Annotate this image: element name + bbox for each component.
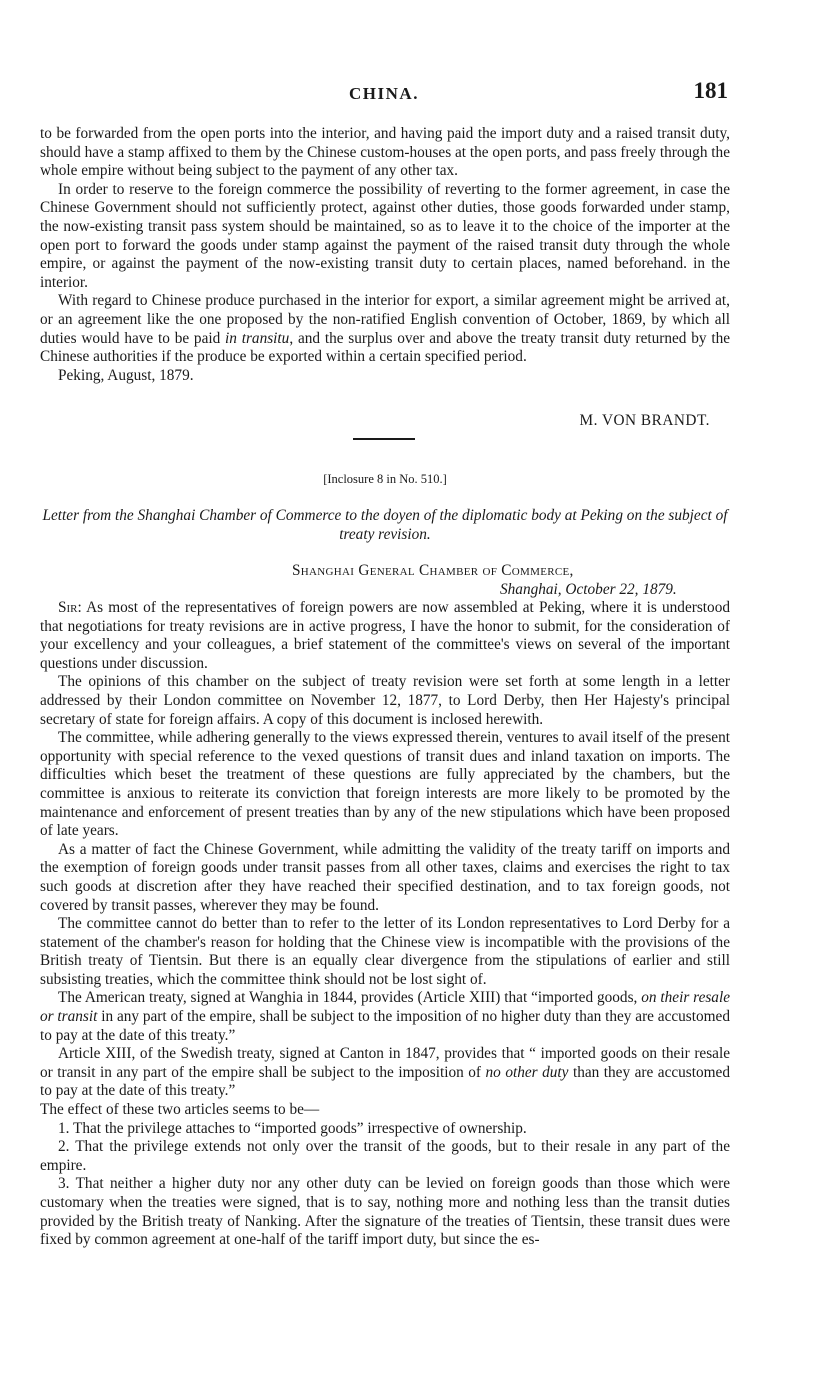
address-line-1: Shanghai General Chamber of Commerce, [292,562,574,579]
paragraph-italic: no other duty [485,1063,569,1081]
paragraph-italic: in transitu [225,329,290,347]
paragraph-italic: on their resale or transit [40,989,730,1026]
paragraph: The opinions of this chamber on the subject of treaty revision were set forth at some length in a letter addressed by their London committee on November 12, 1877, to Lord Derby, then Her Hajesty's principal secretary of state for foreign affairs. A copy of this document is inclosed herewith. [40,673,730,728]
paragraph: As a matter of fact the Chinese Government, while admitting the validity of the treaty tariff on imports and the exemption of foreign goods under transit passes from all other taxes, claims and exercises the right to tax such goods at discretion after they have reached their specified destination, and to tax foreign goods, not covered by transit passes, wherever they may be found. [40,840,730,914]
paragraph-text: As most of the representatives of foreign powers are now assembled at Peking, where it is understood that negotiations for treaty revisions are in active progress, I have the honor to submit, for the consideration of your excellency and your colleagues, a brief statement of the committee's views on several of the important questions under discussion. [40,599,730,672]
list-item: 3. That neither a higher duty nor any other duty can be levied on foreign goods than those which were customary when the treaties were signed, that is to say, nothing more and nothing less than the transit duties provided by the British treaty of Nanking. After the signature of the treaties of Tientsin, these transit dues were fixed by common agreement at one-half of the tariff import duty, but since the es- [40,1175,730,1249]
list-item: 2. That the privilege extends not only over the transit of the goods, but to their resale in any part of the empire. [40,1138,730,1174]
section-divider [353,438,415,440]
paragraph-text: , and the surplus over and above the treaty transit duty returned by the Chinese authorities if the produce be exported within a certain specified period. [40,329,731,366]
paragraph: The effect of these two articles seems to be— [40,1101,320,1119]
list-item: 1. That the privilege attaches to “imported goods” irrespective of ownership. [58,1119,527,1137]
salutation: Sir: [58,599,82,616]
paragraph-text: Article XIII, of the Swedish treaty, signed at Canton in 1847, provides that “ imported goods on their resale or transit in any part of the empire shall be subject to the imposition of [40,1045,730,1081]
signature: M. VON BRANDT. [579,412,710,429]
inclosure-label: [Inclosure 8 in No. 510.] [323,472,447,486]
place-date: Peking, August, 1879. [58,366,194,384]
running-title: CHINA. [349,84,419,103]
paragraph-text: With regard to Chinese produce purchased in the interior for export, a similar agreement might be arrived at, or an agreement like the one proposed by the non-ratified English convention of October, 1869, by which all duties would have to be paid [40,292,730,347]
paragraph: to be forwarded from the open ports into the interior, and having paid the import duty and a raised transit duty, should have a stamp affixed to them by the Chinese custom-houses at the open ports, and pass freely through the whole empire without being subject to the payment of any other tax. [40,125,730,180]
top-section-body [40,125,730,385]
page-header [40,80,728,106]
paragraph-text: than they are accustomed to pay at the date of this treaty.” [40,1063,730,1100]
paragraph: The committee, while adhering generally to the views expressed therein, ventures to avail itself of the present opportunity with special reference to the vexed questions of transit dues and inland taxation on imports. The difficulties which beset the treatment of these questions are fully appreciated by the chambers, but the committee is anxious to reiterate its conviction that foreign interests are more likely to be promoted by the maintenance and enforcement of present treaties than by any of the new stipulations which have been proposed of late years. [40,729,730,840]
address-line-2: Shanghai, October 22, 1879. [500,580,677,598]
paragraph [40,599,730,673]
paragraph [40,292,730,366]
paragraph: In order to reserve to the foreign commerce the possibility of reverting to the former agreement, in case the Chinese Government should not sufficiently protect, against other duties, those goods forwarded under stamp, the now-existing transit pass system should be maintained, so as to leave it to the choice of the importer at the open port to forward the goods under stamp against the payment of the raised transit duty through the whole empire, or against the payment of the now-existing transit duty to certain places, named beforehand. in the interior. [40,180,730,291]
paragraph-text: in any part of the empire, shall be subject to the imposition of no higher duty than they are accustomed to pay at the date of this treaty.” [40,1008,730,1044]
paragraph-text: The American treaty, signed at Wanghia in 1844, provides (Article XIII) that “imported goods, [58,989,642,1007]
letter-address [292,562,712,599]
page-number: 181 [693,78,728,103]
letter-heading: Letter from the Shanghai Chamber of Commerce to the doyen of the diplomatic body at Peking on the subject of treaty revision. [42,507,728,543]
paragraph [40,1045,730,1101]
letter-body [40,599,730,1250]
paragraph [40,989,730,1045]
paragraph: The committee cannot do better than to refer to the letter of its London representatives to Lord Derby for a statement of the chamber's reason for holding that the Chinese view is incompatible with the provisions of the British treaty of Tientsin. But there is an equally clear divergence from the stipulations of earlier and still subsisting treaties, which the committee think should not be lost sight of. [40,915,730,988]
